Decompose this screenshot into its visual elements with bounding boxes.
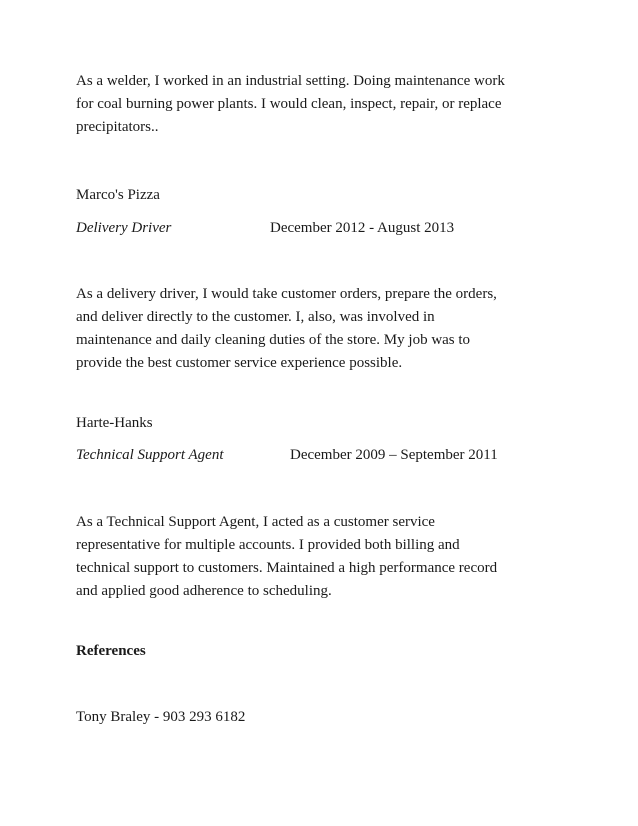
paragraph-line: As a Technical Support Agent, I acted as a customer service: [76, 514, 435, 530]
paragraph-line: precipitators..: [76, 119, 159, 135]
job-entry: [76, 413, 566, 433]
paragraph-line: and deliver directly to the customer. I, also, was involved in: [76, 309, 435, 325]
job-title: Technical Support Agent: [76, 447, 224, 463]
job-dates: December 2009 – September 2011: [290, 447, 498, 463]
welder-description: [76, 70, 566, 139]
references-section: [76, 641, 566, 661]
job-title-row: [76, 218, 566, 238]
reference-contact: Tony Braley - 903 293 6182: [76, 709, 246, 725]
paragraph-line: As a delivery driver, I would take customer orders, prepare the orders,: [76, 286, 497, 302]
paragraph-line: As a welder, I worked in an industrial setting. Doing maintenance work: [76, 73, 505, 89]
paragraph-line: maintenance and daily cleaning duties of the store. My job was to: [76, 332, 471, 348]
paragraph-line: technical support to customers. Maintained a high performance record: [76, 560, 498, 576]
job-title: Delivery Driver: [76, 220, 172, 236]
paragraph-line: representative for multiple accounts. I provided both billing and: [76, 537, 460, 553]
job-title-row: [76, 445, 566, 465]
paragraph-line: provide the best customer service experience possible.: [76, 355, 403, 371]
reference-entry: [76, 707, 566, 727]
job-description: [76, 283, 566, 375]
job-description: [76, 511, 566, 603]
paragraph-line: for coal burning power plants. I would clean, inspect, repair, or replace: [76, 96, 502, 112]
paragraph-line: and applied good adherence to scheduling.: [76, 583, 332, 599]
references-heading: References: [76, 643, 146, 659]
job-dates: December 2012 - August 2013: [270, 220, 455, 236]
company-name: Marco's Pizza: [76, 187, 160, 203]
job-entry: [76, 185, 566, 205]
company-name: Harte-Hanks: [76, 415, 153, 431]
